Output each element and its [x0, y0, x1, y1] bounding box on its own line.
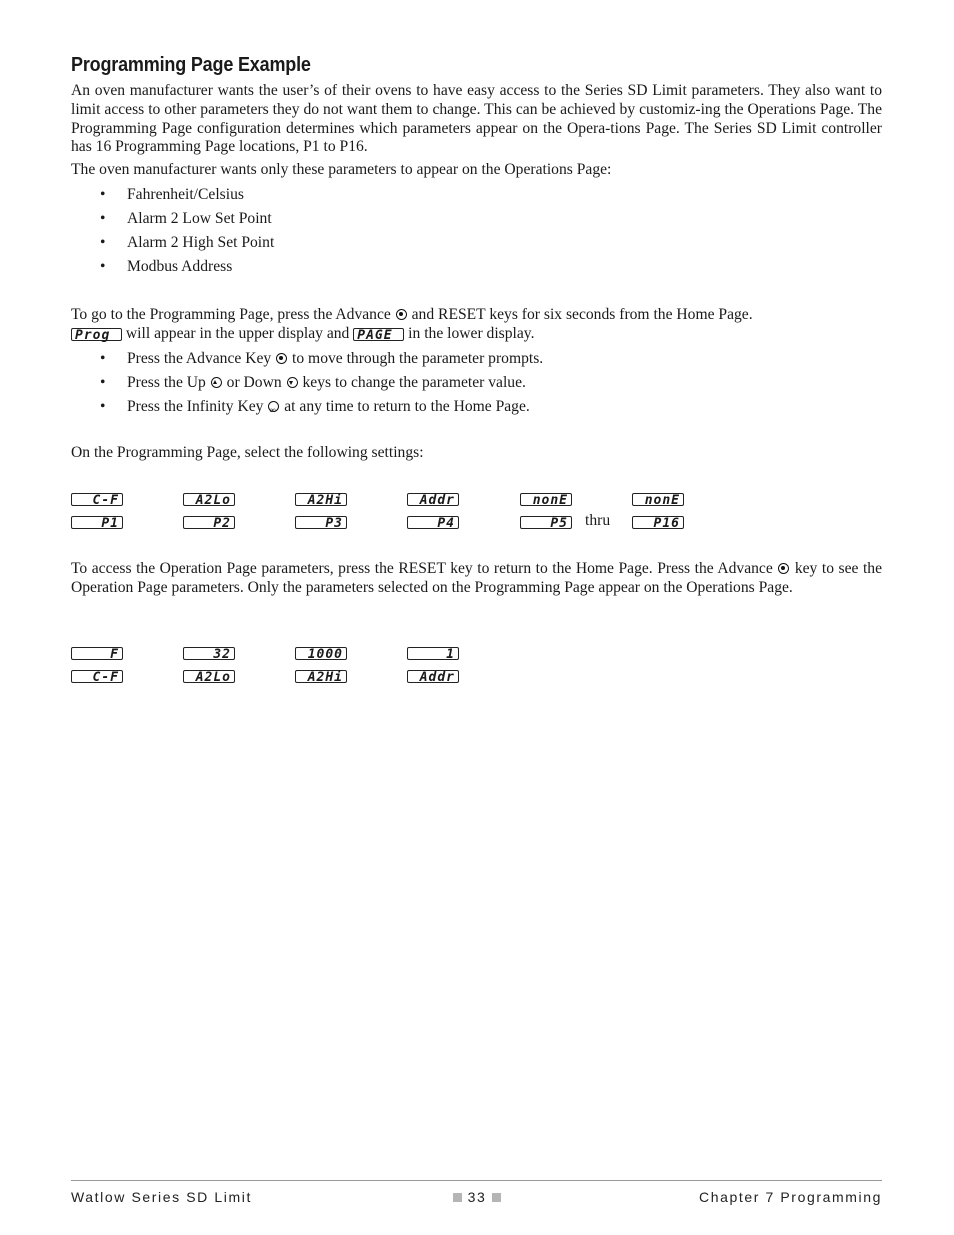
- footer-left: Watlow Series SD Limit: [71, 1189, 252, 1205]
- list-item: • Alarm 2 Low Set Point: [71, 207, 882, 231]
- setting-upper-display: A2Lo: [183, 493, 235, 506]
- footer-divider: [71, 1180, 882, 1181]
- setting-lower-display: P2: [183, 516, 235, 529]
- operations-paragraph: To access the Operation Page parameters, press the RESET key to return to the Home Page. Press the Advance key to see the Operation Page parameters. Only the parameters selected on the Programming Page appear on the Operations Page.: [71, 560, 883, 596]
- list-item: • Alarm 2 High Set Point: [71, 231, 882, 255]
- settings-intro: On the Programming Page, select the following settings:: [71, 444, 424, 461]
- setting-upper-display: nonE: [520, 493, 572, 506]
- square-icon: [492, 1193, 501, 1202]
- requirement-paragraph: The oven manufacturer wants only these parameters to appear on the Operations Page:: [71, 161, 612, 178]
- operation-lower-display: A2Lo: [183, 670, 235, 683]
- square-icon: [453, 1193, 462, 1202]
- operation-lower-display: Addr: [407, 670, 459, 683]
- setting-lower-display: P1: [71, 516, 123, 529]
- list-item: • Fahrenheit/Celsius: [71, 183, 882, 207]
- bullet: •: [100, 258, 106, 275]
- operation-upper-display: 1000: [295, 647, 347, 660]
- infinity-key-icon: [268, 401, 279, 412]
- setting-lower-display: P3: [295, 516, 347, 529]
- advance-key-icon: [276, 353, 287, 364]
- operation-upper-display: 32: [183, 647, 235, 660]
- operation-upper-display: 1: [407, 647, 459, 660]
- bullet: •: [100, 210, 106, 227]
- prog-display: Prog: [71, 328, 122, 341]
- footer-right: Chapter 7 Programming: [699, 1189, 882, 1205]
- up-key-icon: [211, 377, 222, 388]
- bullet: •: [100, 234, 106, 251]
- parameter-list: [71, 183, 882, 279]
- navigation-paragraph: To go to the Programming Page, press the Advance and RESET keys for six seconds from the Home Page. Prog will appear in the upper display and PAGE in the lower display.: [71, 306, 753, 343]
- down-key-icon: [287, 377, 298, 388]
- advance-key-icon: [396, 309, 407, 320]
- operation-lower-display: A2Hi: [295, 670, 347, 683]
- operation-upper-display: F: [71, 647, 123, 660]
- advance-key-icon: [778, 563, 789, 574]
- setting-lower-display: P4: [407, 516, 459, 529]
- setting-lower-display: P16: [632, 516, 684, 529]
- setting-upper-display: C-F: [71, 493, 123, 506]
- page-heading: Programming Page Example: [71, 54, 311, 76]
- list-item: • Press the Up or Down keys to change the parameter value.: [100, 374, 526, 391]
- key-instructions-list: [71, 347, 882, 419]
- thru-label: thru: [585, 512, 611, 529]
- operation-lower-display: C-F: [71, 670, 123, 683]
- setting-upper-display: nonE: [632, 493, 684, 506]
- list-item: • Press the Advance Key to move through the parameter prompts.: [100, 350, 544, 367]
- list-item: • Modbus Address: [71, 255, 882, 279]
- list-item: • Press the Infinity Key ∞ at any time to return to the Home Page.: [71, 395, 882, 419]
- page-display: PAGE: [353, 328, 404, 341]
- bullet: •: [100, 186, 106, 203]
- setting-lower-display: P5: [520, 516, 572, 529]
- setting-upper-display: A2Hi: [295, 493, 347, 506]
- footer-page-number: 33: [449, 1189, 505, 1205]
- setting-upper-display: Addr: [407, 493, 459, 506]
- intro-paragraph: An oven manufacturer wants the user’s of their ovens to have easy access to the Series SD Limit parameters. They also want to limit access to other parameters they do not want them to change. This can be achieved by customiz-ing the Operations Page. The Programming Page configuration determines which parameters appear on the Opera-tions Page. The Series SD Limit controller has 16 Programming Page locations, P1 to P16.: [71, 82, 882, 156]
